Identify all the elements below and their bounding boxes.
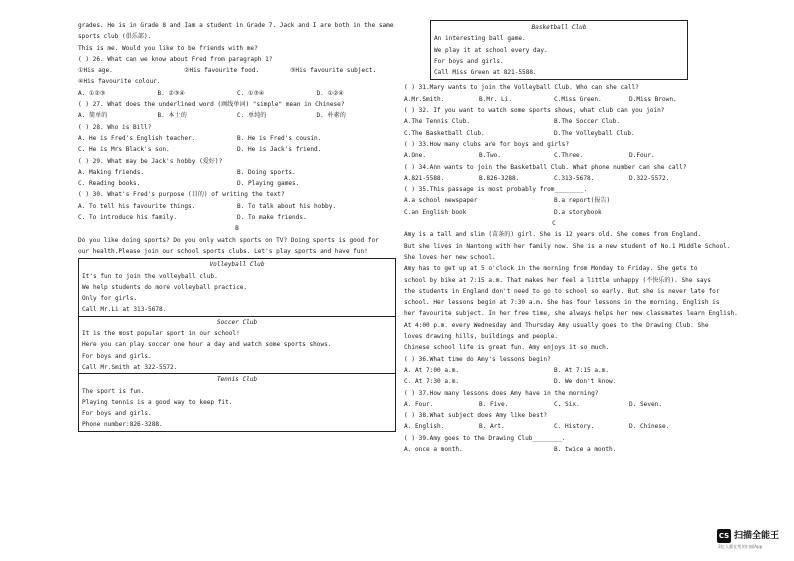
choice: B. ②③④ xyxy=(157,89,185,97)
choice: A. Making friends. xyxy=(78,168,145,176)
club-line: Call Mr.Li at 313-5678. xyxy=(82,306,167,314)
choice: C. 单纯的 xyxy=(237,112,267,120)
club-line: An interesting ball game. xyxy=(434,35,526,43)
question-26: ( ) 26. What can we know about Fred from paragraph 1? xyxy=(78,55,273,63)
club-line: It is the most popular sport in our school! xyxy=(82,330,240,338)
choice: B.Two. xyxy=(479,152,502,160)
club-line: Here you can play soccer one hour a day and watch some sports shows. xyxy=(82,341,332,349)
club-line: It's fun to join the volleyball club. xyxy=(82,272,218,280)
choice: C. Six. xyxy=(554,400,580,408)
q34-choices xyxy=(404,173,704,184)
choice: B. Art. xyxy=(479,423,505,431)
question-29: ( ) 29. What may be Jack's hobby (爱好)? xyxy=(78,157,223,165)
choice: C.an English book xyxy=(404,208,467,216)
choice: C. Reading books. xyxy=(78,180,141,188)
choice: A.One. xyxy=(404,152,427,160)
choice: D. Seven. xyxy=(629,400,663,408)
right-column xyxy=(404,20,738,455)
choice: A. 简单的 xyxy=(78,112,108,120)
q33-choices xyxy=(404,150,704,161)
passage-line: Amy has to get up at 5 o'clock in the morning from Monday to Friday. She gets to xyxy=(404,265,698,273)
choice: D.Four. xyxy=(629,152,655,160)
q32-choices xyxy=(404,116,704,127)
choice: D. We don't know. xyxy=(554,378,617,386)
q35-choices xyxy=(404,195,704,206)
q31-choices xyxy=(404,94,704,105)
choice: D. To make friends. xyxy=(237,214,307,222)
club-title: Soccer Club xyxy=(216,318,258,326)
choice: D.322-5572. xyxy=(629,174,670,182)
choice: C. At 7:30 a.m. xyxy=(404,378,460,386)
choice: A. To tell his favourite things. xyxy=(78,202,196,210)
choice: A. English. xyxy=(404,423,445,431)
choice: C. History. xyxy=(554,423,595,431)
q38-choices xyxy=(404,421,704,432)
choice: D.The Volleyball Club. xyxy=(554,129,635,137)
passage-line: She loves her new school. xyxy=(404,253,496,261)
choice: D.a storybook xyxy=(554,208,602,216)
choice: B. Five. xyxy=(479,400,509,408)
club-line: We help students do more volleyball practice. xyxy=(82,283,248,291)
choice: A.The Tennis Club. xyxy=(404,118,471,126)
choice: D. ①②④ xyxy=(316,89,344,97)
q29-choices xyxy=(78,167,396,178)
question-31: ( ) 31.Mary wants to join the Volleyball Club. Who can she call? xyxy=(404,84,639,92)
club-title: Volleyball Club xyxy=(209,261,265,269)
choice: A.Mr.Smith. xyxy=(404,95,445,103)
scanner-watermark xyxy=(717,528,789,554)
camscanner-logo-icon: CS xyxy=(717,529,731,543)
choice: B. He is Fred's cousin. xyxy=(237,134,322,142)
club-line: Call Mr.Smith at 322-5572. xyxy=(82,363,178,371)
q35-choices xyxy=(404,207,704,218)
choice: C. He is Mrs Black's son. xyxy=(78,146,170,154)
intro-line: grades. He is in Grade 8 and Iam a student in Grade 7. Jack and I are both in the same xyxy=(78,22,394,29)
choice: B.a report(报告) xyxy=(554,197,611,205)
club-line: For boys and girls. xyxy=(82,410,152,418)
club-line: The sport is fun. xyxy=(82,387,145,395)
choice: B. Doing sports. xyxy=(237,168,296,176)
choice: C.313-5678. xyxy=(554,174,595,182)
question-33: ( ) 33.How many clubs are for boys and girls? xyxy=(404,140,570,148)
soccer-club-cell xyxy=(79,317,395,374)
question-34: ( ) 34.Ann wants to join the Basketball Club. What phone number can she call? xyxy=(404,163,687,171)
section-b-heading: B xyxy=(235,225,239,233)
q36-choices xyxy=(404,376,704,387)
option: ③His favourite subject. xyxy=(289,67,377,75)
choice: C.Three. xyxy=(554,152,584,160)
choice: A. once a month. xyxy=(404,445,463,453)
b-intro-line: our health.Please join our school sports clubs. Let's play sports and have fun! xyxy=(78,247,368,255)
choice: D. 朴素的 xyxy=(316,112,346,120)
left-column xyxy=(78,20,396,433)
q26-choices xyxy=(78,88,396,99)
q37-choices xyxy=(404,399,704,410)
choice: B.The Soccer Club. xyxy=(554,118,621,126)
choice: A.821-5588. xyxy=(404,174,445,182)
question-36: ( ) 36.What time do Amy's lessons begin? xyxy=(404,355,551,363)
question-37: ( ) 37.How many lessons does Amy have in the morning? xyxy=(404,389,599,397)
tennis-club-cell xyxy=(79,374,395,430)
question-30: ( ) 30. What's Fred's purpose (目的) of writing the text? xyxy=(78,191,285,199)
q30-choices xyxy=(78,212,396,223)
intro-line: This is me. Would you like to be friends with me? xyxy=(78,44,258,52)
q30-choices xyxy=(78,201,396,212)
choice: D. Playing games. xyxy=(237,180,300,188)
question-35: ( ) 35.This passage is most probably from________. xyxy=(404,186,588,194)
choice: C.The Basketball Club. xyxy=(404,129,485,137)
choice: D. He is Jack's friend. xyxy=(237,146,322,154)
choice: C. ①③④ xyxy=(237,89,265,97)
option: ④His favourite colour. xyxy=(78,78,161,86)
choice: D. Chinese. xyxy=(629,423,670,431)
clubs-table xyxy=(78,258,396,431)
club-title: Basketball Club xyxy=(531,24,587,31)
question-38: ( ) 38.What subject does Amy like best? xyxy=(404,412,548,420)
question-27: ( ) 27. What does the underlined word (画线单词) "simple" mean in Chinese? xyxy=(78,101,345,109)
passage-line: the students in England don't need to go to school so early. But she is never late for xyxy=(404,287,720,295)
q36-choices xyxy=(404,365,704,376)
club-line: Playing tennis is a good way to keep fit. xyxy=(82,398,233,406)
passage-line: Amy is a tall and slim (苗条的) girl. She is 12 years old. She comes from England. xyxy=(404,231,702,239)
intro-line: sports club (俱乐部). xyxy=(78,33,152,41)
choice: A. ①②③ xyxy=(78,89,106,97)
q27-choices xyxy=(78,110,396,121)
club-line: We play it at school every day. xyxy=(434,46,548,54)
club-line: Phone number:826-3288. xyxy=(82,421,163,429)
passage-line: loves drawing hills, buildings and people. xyxy=(404,333,559,341)
q28-choices xyxy=(78,144,396,155)
question-39: ( ) 39.Amy goes to the Drawing Club________. xyxy=(404,434,566,442)
question-32: ( ) 32. If you want to watch some sports shows, what club can you join? xyxy=(404,107,665,115)
passage-line: At 4:00 p.m. every Wednesday and Thursday Amy usually goes to the Drawing Club. She xyxy=(404,321,709,329)
q28-choices xyxy=(78,133,396,144)
basketball-club-box xyxy=(430,20,688,80)
watermark-tagline: 3亿人都在用的扫描App xyxy=(718,544,763,549)
section-c-heading: C xyxy=(552,220,556,228)
q29-choices xyxy=(78,178,396,189)
option: ①His age. xyxy=(78,67,113,75)
watermark-app-name: 扫描全能王 xyxy=(734,531,780,541)
passage-line: school by bike at 7:15 a.m. That makes her feel a little unhappy (不快乐的). She says xyxy=(404,276,711,284)
choice: B.826-3288. xyxy=(479,174,520,182)
passage-line: her favourite subject. In her free time, she always helps her new classmates learn English. xyxy=(404,310,738,318)
club-line: Call Miss Green at 821-5588. xyxy=(434,69,537,77)
b-intro-line: Do you like doing sports? Do you only watch sports on TV? Doing sports is good for xyxy=(78,236,379,244)
choice: A. At 7:00 a.m. xyxy=(404,366,460,374)
passage-line: But she lives in Nantong with her family now. She is a new student of No.1 Middle School. xyxy=(404,242,731,250)
club-line: For boys and girls. xyxy=(434,57,504,65)
q26-options xyxy=(78,65,396,76)
choice: B. twice a month. xyxy=(554,445,617,453)
choice: A. Four. xyxy=(404,400,434,408)
q39-choices xyxy=(404,444,704,455)
choice: B.Mr. Li. xyxy=(479,95,513,103)
choice: B. 本土的 xyxy=(157,112,187,120)
choice: D.Miss Brown. xyxy=(629,95,677,103)
choice: C. To introduce his family. xyxy=(78,214,178,222)
choice: C.Miss Green. xyxy=(554,95,602,103)
club-line: For boys and girls. xyxy=(82,352,152,360)
choice: A.a school newspaper xyxy=(404,197,478,205)
option: ②His favourite food. xyxy=(183,67,260,75)
club-line: Only for girls. xyxy=(82,295,138,303)
volleyball-club-cell xyxy=(79,259,395,316)
choice: B. To talk about his hobby. xyxy=(237,202,337,210)
q32-choices xyxy=(404,128,704,139)
question-28: ( ) 28. Who is Bill? xyxy=(78,123,152,131)
passage-line: Chinese school life is great fun. Amy enjoys it so much. xyxy=(404,344,610,352)
choice: A. He is Fred's English teacher. xyxy=(78,134,196,142)
club-title: Tennis Club xyxy=(216,376,258,384)
passage-line: school. Her lessons begin at 7:30 a.m. She has four lessons in the morning. English is xyxy=(404,299,720,307)
choice: B. At 7:15 a.m. xyxy=(554,366,610,374)
